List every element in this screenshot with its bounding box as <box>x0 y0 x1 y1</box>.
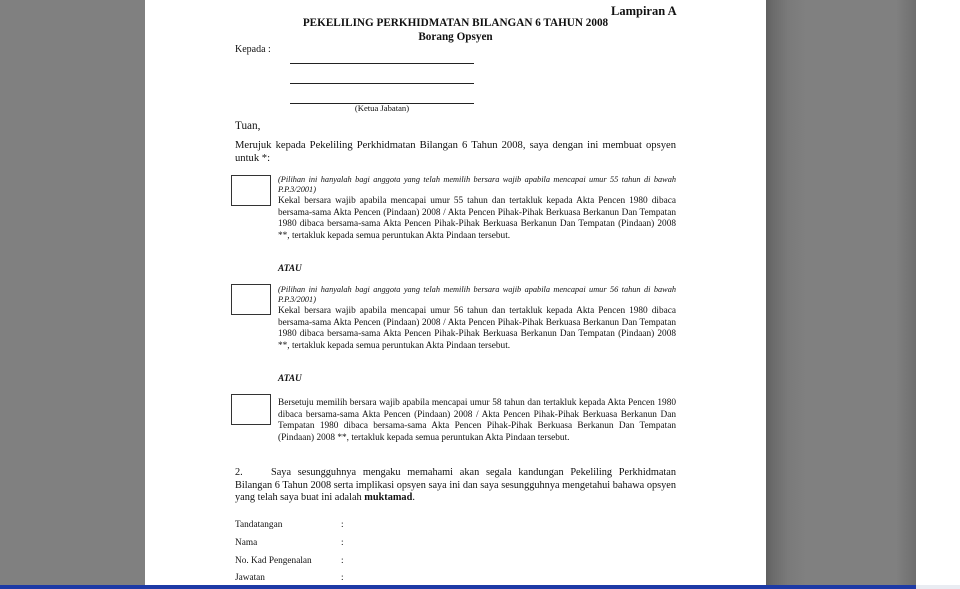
atau-separator-2: ATAU <box>278 374 302 384</box>
declaration-number: 2. <box>235 467 243 478</box>
document-page <box>145 0 766 586</box>
field-colon-kad-pengenalan: : <box>341 556 344 566</box>
taskbar-strip <box>0 585 916 589</box>
option-55-checkbox[interactable] <box>231 175 271 206</box>
lampiran-label: Lampiran A <box>611 4 677 18</box>
document-subtitle: Borang Opsyen <box>418 31 493 43</box>
declaration-emphasis: muktamad <box>364 492 413 504</box>
field-label-tandatangan: Tandatangan <box>235 520 283 530</box>
document-title: PEKELILING PERKHIDMATAN BILANGAN 6 TAHUN 2008 <box>302 17 609 29</box>
field-label-jawatan: Jawatan <box>235 573 265 583</box>
option-58-checkbox[interactable] <box>231 394 271 425</box>
kepada-label: Kepada : <box>235 44 271 55</box>
salutation: Tuan, <box>235 120 261 132</box>
field-colon-tandatangan: : <box>341 520 344 530</box>
ketua-jabatan-label: (Ketua Jabatan) <box>354 103 410 113</box>
option-55-text: Kekal bersara wajib apabila mencapai umur 55 tahun dan tertakluk kepada Akta Pencen 1980 dibaca bersama-sama Akta Pencen (Pindaan) 2008 / Akta Pencen Pihak-Pihak Berkuasa Berkanun Dan Tempatan 1980 dibaca bersama-sama Akta Pencen Pihak-Pihak Berkuasa Berkanun Dan Tempatan (Pindaan) 2008 **, tertakluk kepada semua peruntukan Akta Pindaan tersebut. <box>278 196 676 241</box>
field-label-kad-pengenalan: No. Kad Pengenalan <box>235 556 312 566</box>
intro-paragraph: Merujuk kepada Pekeliling Perkhidmatan Bilangan 6 Tahun 2008, saya dengan ini membuat opsyen untuk *: <box>235 140 676 164</box>
viewer-gutter <box>916 0 960 586</box>
field-colon-jawatan: : <box>341 573 344 583</box>
declaration-text: Saya sesungguhnya mengaku memahami akan segala kandungan Pekeliling Perkhidmatan Bilangan 6 Tahun 2008 serta implikasi opsyen saya ini dan saya sesungguhnya mengetahui bahawa opsyen yang telah saya buat ini adalah <box>235 467 676 504</box>
atau-separator-1: ATAU <box>278 264 302 274</box>
option-56-text: Kekal bersara wajib apabila mencapai umur 56 tahun dan tertakluk kepada Akta Pencen 1980 dibaca bersama-sama Akta Pencen (Pindaan) 2008 / Akta Pencen Pihak-Pihak Berkuasa Berkanun Dan Tempatan 1980 dibaca bersama-sama Akta Pencen Pihak-Pihak Berkuasa Berkanun Dan Tempatan (Pindaan) 2008 **, tertakluk kepada semua peruntukan Akta Pindaan tersebut. <box>278 306 676 351</box>
field-colon-nama: : <box>341 538 344 548</box>
address-line-2[interactable] <box>290 83 474 84</box>
option-58-text: Bersetuju memilih bersara wajib apabila mencapai umur 58 tahun dan tertakluk kepada Akta Pencen 1980 dibaca bersama-sama Akta Pencen (Pindaan) 2008 / Akta Pencen Pihak-Pihak Berkuasa Berkanun Dan Tempatan 1980 dibaca bersama-sama Akta Pencen Pihak-Pihak Berkuasa Berkanun Dan Tempatan (Pindaan) 2008 **, tertakluk kepada semua peruntukan Akta Pindaan tersebut. <box>278 398 676 443</box>
declaration-paragraph <box>235 467 676 505</box>
taskbar-strip-right <box>916 585 960 589</box>
option-55-note: (Pilihan ini hanyalah bagi anggota yang telah memilih bersara wajib apabila mencapai umur 55 tahun di bawah P.P.3/2001) <box>278 175 676 194</box>
page-shadow <box>766 0 916 586</box>
field-label-nama: Nama <box>235 538 258 548</box>
address-line-1[interactable] <box>290 63 474 64</box>
option-56-checkbox[interactable] <box>231 284 271 315</box>
option-56-note: (Pilihan ini hanyalah bagi anggota yang telah memilih bersara wajib apabila mencapai umur 56 tahun di bawah P.P.3/2001) <box>278 285 676 304</box>
declaration-end: . <box>412 492 415 504</box>
